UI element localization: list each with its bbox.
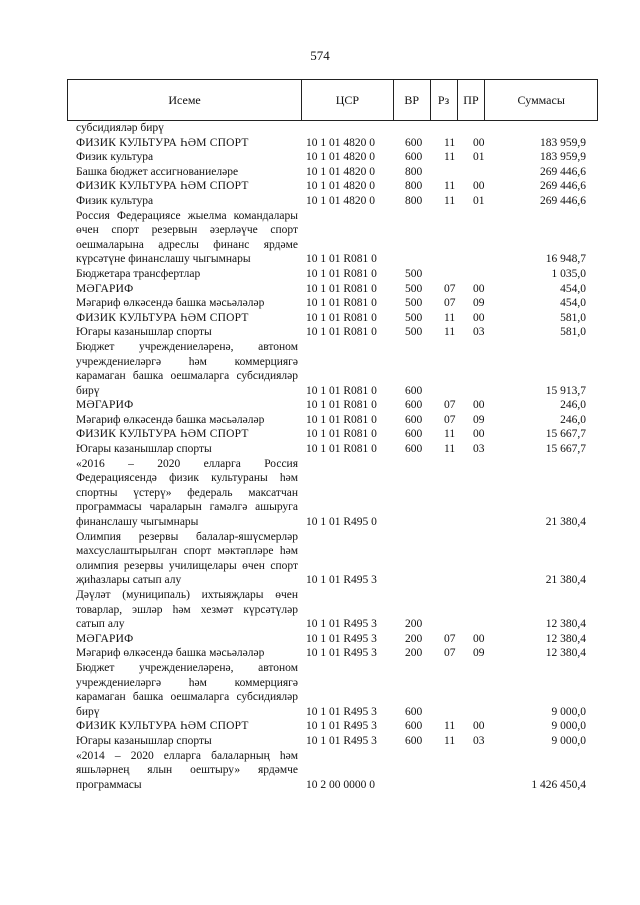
table-row xyxy=(0,588,640,632)
row-sum: 454,0 xyxy=(560,297,586,310)
column-header-name: Исеме xyxy=(68,80,302,120)
row-csr: 10 1 01 R081 0 xyxy=(306,297,377,310)
row-sum: 9 000,0 xyxy=(551,720,586,733)
row-vr: 500 xyxy=(405,326,423,339)
row-vr: 600 xyxy=(405,384,423,397)
table-row xyxy=(0,398,640,413)
row-csr: 10 1 01 R495 3 xyxy=(306,574,377,587)
row-pr: 00 xyxy=(473,720,485,733)
row-pr: 00 xyxy=(473,632,485,645)
table-row xyxy=(0,340,640,398)
row-csr: 10 1 01 R081 0 xyxy=(306,267,377,280)
row-csr: 10 1 01 R495 0 xyxy=(306,516,377,529)
row-pr: 09 xyxy=(473,297,485,310)
table-row xyxy=(0,165,640,180)
table-row xyxy=(0,749,640,793)
row-rz: 11 xyxy=(444,326,456,339)
row-sum: 581,0 xyxy=(560,326,586,339)
row-name: МӘГАРИФ xyxy=(76,399,134,412)
table-row xyxy=(0,150,640,165)
row-csr: 10 1 01 4820 0 xyxy=(306,151,375,164)
table-row xyxy=(0,413,640,428)
row-rz: 11 xyxy=(444,180,456,193)
row-pr: 01 xyxy=(473,194,485,207)
row-sum: 246,0 xyxy=(560,413,586,426)
row-sum: 12 380,4 xyxy=(545,632,586,645)
row-csr: 10 1 01 R495 3 xyxy=(306,720,377,733)
row-rz: 11 xyxy=(444,194,456,207)
row-name: Физик культура xyxy=(76,151,154,164)
row-sum: 21 380,4 xyxy=(545,574,586,587)
row-vr: 600 xyxy=(405,720,423,733)
table-row xyxy=(0,427,640,442)
table-row xyxy=(0,457,640,530)
row-csr: 10 1 01 R081 0 xyxy=(306,311,377,324)
row-rz: 11 xyxy=(444,720,456,733)
column-header-csr: ЦСР xyxy=(302,80,394,120)
row-vr: 600 xyxy=(405,443,423,456)
row-name: ФИЗИК КУЛЬТУРА ҺӘМ СПОРТ xyxy=(76,311,249,324)
row-csr: 10 1 01 R495 3 xyxy=(306,705,377,718)
row-sum: 454,0 xyxy=(560,282,586,295)
row-name: Мәгариф өлкәсендә башка мәсьәләләр xyxy=(76,647,265,660)
row-csr: 10 2 00 0000 0 xyxy=(306,778,375,791)
row-name: Россия Федерациясе жыелма командалары өчен спорт резервын әзерләүче спорт оешмаларына адреслы финанс ярдәме күрсәтүне финанслашу чыгымнары xyxy=(76,209,298,266)
table-row xyxy=(0,209,640,267)
row-sum: 15 667,7 xyxy=(545,428,586,441)
row-pr: 03 xyxy=(473,734,485,747)
table-row xyxy=(0,442,640,457)
row-pr: 01 xyxy=(473,151,485,164)
row-sum: 269 446,6 xyxy=(540,194,586,207)
row-name: Мәгариф өлкәсендә башка мәсьәләләр xyxy=(76,297,265,310)
row-name: ФИЗИК КУЛЬТУРА ҺӘМ СПОРТ xyxy=(76,720,249,733)
row-pr: 00 xyxy=(473,136,485,149)
row-rz: 11 xyxy=(444,136,456,149)
row-vr: 200 xyxy=(405,618,423,631)
row-vr: 800 xyxy=(405,194,423,207)
row-rz: 07 xyxy=(444,413,456,426)
row-csr: 10 1 01 R081 0 xyxy=(306,399,377,412)
row-sum: 9 000,0 xyxy=(551,705,586,718)
table-row xyxy=(0,267,640,282)
row-rz: 07 xyxy=(444,647,456,660)
row-csr: 10 1 01 R495 3 xyxy=(306,734,377,747)
row-csr: 10 1 01 R081 0 xyxy=(306,253,377,266)
row-pr: 00 xyxy=(473,282,485,295)
table-row xyxy=(0,179,640,194)
row-csr: 10 1 01 R495 3 xyxy=(306,647,377,660)
row-vr: 800 xyxy=(405,180,423,193)
row-csr: 10 1 01 R081 0 xyxy=(306,413,377,426)
table-row xyxy=(0,282,640,297)
table-row xyxy=(0,194,640,209)
row-vr: 500 xyxy=(405,267,423,280)
row-name: субсидияләр бирү xyxy=(76,122,164,134)
row-pr: 03 xyxy=(473,326,485,339)
row-rz: 11 xyxy=(444,734,456,747)
row-name: Югары казанышлар спорты xyxy=(76,734,212,747)
row-rz: 11 xyxy=(444,311,456,324)
row-name: «2016 – 2020 елларга Россия Федерациясендә физик культураны һәм спортны үстерү» федераль максатчан программасы чараларын гамәлгә ашыруга финанслашу чыгымнары xyxy=(76,457,298,529)
row-name: ФИЗИК КУЛЬТУРА ҺӘМ СПОРТ xyxy=(76,136,249,149)
page-number: 574 xyxy=(310,48,330,63)
row-sum: 269 446,6 xyxy=(540,180,586,193)
row-name: МӘГАРИФ xyxy=(76,632,134,645)
row-sum: 15 913,7 xyxy=(545,384,586,397)
row-sum: 1 035,0 xyxy=(551,267,586,280)
row-pr: 00 xyxy=(473,428,485,441)
table-body xyxy=(0,121,640,792)
table-row xyxy=(0,632,640,647)
row-sum: 21 380,4 xyxy=(545,516,586,529)
row-vr: 600 xyxy=(405,151,423,164)
row-pr: 03 xyxy=(473,443,485,456)
row-csr: 10 1 01 R081 0 xyxy=(306,282,377,295)
row-name: ФИЗИК КУЛЬТУРА ҺӘМ СПОРТ xyxy=(76,180,249,193)
row-csr: 10 1 01 R081 0 xyxy=(306,428,377,441)
row-name: Бюджетара трансфертлар xyxy=(76,267,201,280)
row-rz: 11 xyxy=(444,151,456,164)
column-header-pr: ПР xyxy=(458,80,486,120)
row-name: Башка бюджет ассигнованиеләре xyxy=(76,165,239,178)
row-csr: 10 1 01 4820 0 xyxy=(306,194,375,207)
row-pr: 00 xyxy=(473,399,485,412)
row-sum: 16 948,7 xyxy=(545,253,586,266)
row-sum: 269 446,6 xyxy=(540,165,586,178)
row-csr: 10 1 01 R081 0 xyxy=(306,326,377,339)
row-sum: 15 667,7 xyxy=(545,443,586,456)
row-name: «2014 – 2020 елларга балаларның һәм яшьләрнең ялын оештыру» ярдәмче программасы xyxy=(76,749,298,791)
row-name: Мәгариф өлкәсендә башка мәсьәләләр xyxy=(76,413,265,426)
row-pr: 00 xyxy=(473,311,485,324)
row-rz: 07 xyxy=(444,297,456,310)
row-name: Олимпия резервы балалар-яшүсмерләр махсуслаштырылган спорт мәктәпләре һәм олимпия резервы училищелары өчен спорт җиһазлары сатып алу xyxy=(76,530,298,587)
row-csr: 10 1 01 4820 0 xyxy=(306,136,375,149)
row-vr: 800 xyxy=(405,165,423,178)
row-csr: 10 1 01 R081 0 xyxy=(306,443,377,456)
row-vr: 500 xyxy=(405,282,423,295)
row-vr: 600 xyxy=(405,136,423,149)
row-sum: 9 000,0 xyxy=(551,734,586,747)
row-name: ФИЗИК КУЛЬТУРА ҺӘМ СПОРТ xyxy=(76,428,249,441)
row-sum: 12 380,4 xyxy=(545,647,586,660)
row-pr: 00 xyxy=(473,180,485,193)
column-header-vr: ВР xyxy=(394,80,431,120)
row-rz: 11 xyxy=(444,443,456,456)
row-name: Бюджет учреждениеләренә, автоном учреждениеләргә һәм коммерциягә карамаган башка оешмаларга субсидияләр бирү xyxy=(76,340,298,397)
table-row xyxy=(0,121,640,136)
row-rz: 07 xyxy=(444,282,456,295)
row-name: Югары казанышлар спорты xyxy=(76,443,212,456)
row-name: Югары казанышлар спорты xyxy=(76,326,212,339)
row-name: МӘГАРИФ xyxy=(76,282,134,295)
table-row xyxy=(0,296,640,311)
table-row xyxy=(0,661,640,719)
row-rz: 11 xyxy=(444,428,456,441)
column-header-sum: Суммасы xyxy=(517,92,565,107)
row-vr: 600 xyxy=(405,413,423,426)
row-sum: 183 959,9 xyxy=(540,151,586,164)
row-csr: 10 1 01 R495 3 xyxy=(306,632,377,645)
table-row xyxy=(0,311,640,326)
row-sum: 183 959,9 xyxy=(540,136,586,149)
row-name: Дәүләт (муниципаль) ихтыяҗлары өчен товарлар, эшләр һәм хезмәт күрсәтүләр сатып алу xyxy=(76,589,298,631)
row-csr: 10 1 01 R081 0 xyxy=(306,384,377,397)
row-vr: 200 xyxy=(405,647,423,660)
table-row xyxy=(0,646,640,661)
row-vr: 200 xyxy=(405,632,423,645)
row-pr: 09 xyxy=(473,647,485,660)
row-vr: 600 xyxy=(405,705,423,718)
row-vr: 600 xyxy=(405,399,423,412)
table-row xyxy=(0,325,640,340)
row-sum: 581,0 xyxy=(560,311,586,324)
row-name: Физик культура xyxy=(76,194,154,207)
row-rz: 07 xyxy=(444,399,456,412)
row-sum: 1 426 450,4 xyxy=(531,778,586,791)
table-row xyxy=(0,734,640,749)
row-csr: 10 1 01 4820 0 xyxy=(306,180,375,193)
table-row xyxy=(0,136,640,151)
row-sum: 246,0 xyxy=(560,399,586,412)
row-vr: 600 xyxy=(405,428,423,441)
table-row xyxy=(0,719,640,734)
row-csr: 10 1 01 4820 0 xyxy=(306,165,375,178)
row-csr: 10 1 01 R495 3 xyxy=(306,618,377,631)
row-rz: 07 xyxy=(444,632,456,645)
row-sum: 12 380,4 xyxy=(545,618,586,631)
row-vr: 500 xyxy=(405,311,423,324)
column-header-rz: Рз xyxy=(431,80,458,120)
row-pr: 09 xyxy=(473,413,485,426)
row-vr: 600 xyxy=(405,734,423,747)
table-row xyxy=(0,530,640,588)
row-name: Бюджет учреждениеләренә, автоном учреждениеләргә һәм коммерциягә карамаган башка оешмаларга субсидияләр бирү xyxy=(76,661,298,718)
table-header xyxy=(67,79,598,121)
row-vr: 500 xyxy=(405,297,423,310)
